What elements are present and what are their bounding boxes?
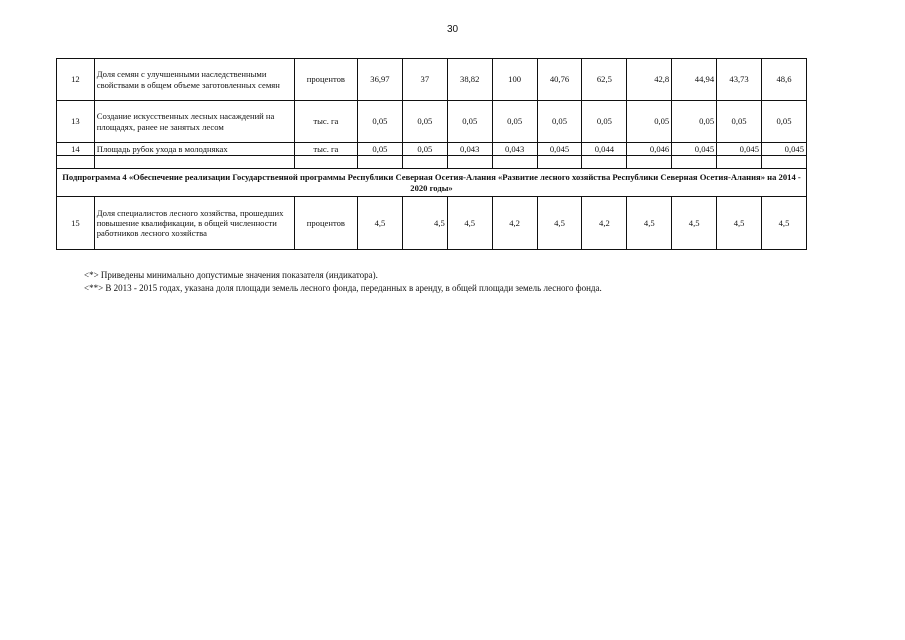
table-row bbox=[57, 101, 807, 143]
empty-cell bbox=[94, 156, 294, 169]
value-cell: 4,2 bbox=[582, 197, 627, 250]
value-cell: 0,05 bbox=[358, 143, 403, 156]
value-cell: 0,045 bbox=[672, 143, 717, 156]
value-cell: 4,5 bbox=[358, 197, 403, 250]
value-cell: 36,97 bbox=[358, 59, 403, 101]
value-cell: 0,043 bbox=[492, 143, 537, 156]
value-cell: 0,045 bbox=[717, 143, 762, 156]
value-cell: 0,05 bbox=[762, 101, 807, 143]
value-cell: 4,5 bbox=[402, 197, 447, 250]
value-cell: 4,2 bbox=[492, 197, 537, 250]
value-cell: 44,94 bbox=[672, 59, 717, 101]
table-row bbox=[57, 59, 807, 101]
empty-cell bbox=[358, 156, 403, 169]
row-number: 12 bbox=[57, 59, 95, 101]
value-cell: 0,05 bbox=[447, 101, 492, 143]
value-cell: 0,05 bbox=[402, 101, 447, 143]
unit-cell: тыс. га bbox=[294, 101, 357, 143]
page-number: 30 bbox=[446, 24, 459, 35]
indicator-name: Доля специалистов лесного хозяйства, прошедших повышение квалификации, в общей численности работников лесного хозяйства bbox=[94, 197, 294, 250]
indicator-name: Доля семян с улучшенными наследственными свойствами в общем объеме заготовленных семян bbox=[94, 59, 294, 101]
value-cell: 4,5 bbox=[762, 197, 807, 250]
indicator-name: Создание искусственных лесных насаждений на площадях, ранее не занятых лесом bbox=[94, 101, 294, 143]
empty-cell bbox=[672, 156, 717, 169]
value-cell: 0,05 bbox=[358, 101, 403, 143]
value-cell: 62,5 bbox=[582, 59, 627, 101]
table-row bbox=[57, 143, 807, 156]
empty-cell bbox=[717, 156, 762, 169]
empty-cell bbox=[294, 156, 357, 169]
value-cell: 4,5 bbox=[627, 197, 672, 250]
value-cell: 48,6 bbox=[762, 59, 807, 101]
footnotes bbox=[84, 269, 602, 295]
value-cell: 0,05 bbox=[402, 143, 447, 156]
footnote: <**> В 2013 - 2015 годах, указана доля площади земель лесного фонда, переданных в аренду, в общей площади земель лесного фонда. bbox=[84, 283, 602, 293]
value-cell: 4,5 bbox=[537, 197, 582, 250]
unit-cell: процентов bbox=[294, 197, 357, 250]
value-cell: 4,5 bbox=[717, 197, 762, 250]
indicator-name: Площадь рубок ухода в молодняках bbox=[94, 143, 294, 156]
empty-cell bbox=[582, 156, 627, 169]
unit-cell: тыс. га bbox=[294, 143, 357, 156]
value-cell: 43,73 bbox=[717, 59, 762, 101]
subprogram-heading: Подпрограмма 4 «Обеспечение реализации Государственной программы Республики Северная Осетия-Алания «Развитие лесного хозяйства Республики Северная Осетия-Алания» на 2014 - 2020 годы» bbox=[57, 169, 807, 197]
indicators-table bbox=[56, 58, 807, 250]
value-cell: 0,05 bbox=[537, 101, 582, 143]
value-cell: 4,5 bbox=[672, 197, 717, 250]
row-number: 14 bbox=[57, 143, 95, 156]
empty-cell bbox=[402, 156, 447, 169]
empty-cell bbox=[762, 156, 807, 169]
value-cell: 0,05 bbox=[582, 101, 627, 143]
value-cell: 0,043 bbox=[447, 143, 492, 156]
empty-cell bbox=[537, 156, 582, 169]
value-cell: 4,5 bbox=[447, 197, 492, 250]
row-number: 15 bbox=[57, 197, 95, 250]
value-cell: 38,82 bbox=[447, 59, 492, 101]
table-row bbox=[57, 197, 807, 250]
empty-cell bbox=[57, 156, 95, 169]
value-cell: 0,044 bbox=[582, 143, 627, 156]
value-cell: 40,76 bbox=[537, 59, 582, 101]
footnote: <*> Приведены минимально допустимые значения показателя (индикатора). bbox=[84, 270, 378, 280]
value-cell: 42,8 bbox=[627, 59, 672, 101]
value-cell: 0,05 bbox=[672, 101, 717, 143]
value-cell: 0,05 bbox=[492, 101, 537, 143]
value-cell: 0,05 bbox=[627, 101, 672, 143]
empty-cell bbox=[492, 156, 537, 169]
value-cell: 100 bbox=[492, 59, 537, 101]
row-number: 13 bbox=[57, 101, 95, 143]
empty-cell bbox=[627, 156, 672, 169]
value-cell: 37 bbox=[402, 59, 447, 101]
value-cell: 0,045 bbox=[537, 143, 582, 156]
value-cell: 0,046 bbox=[627, 143, 672, 156]
subprogram-row bbox=[57, 169, 807, 197]
value-cell: 0,045 bbox=[762, 143, 807, 156]
value-cell: 0,05 bbox=[717, 101, 762, 143]
unit-cell: процентов bbox=[294, 59, 357, 101]
empty-cell bbox=[447, 156, 492, 169]
empty-row bbox=[57, 156, 807, 169]
